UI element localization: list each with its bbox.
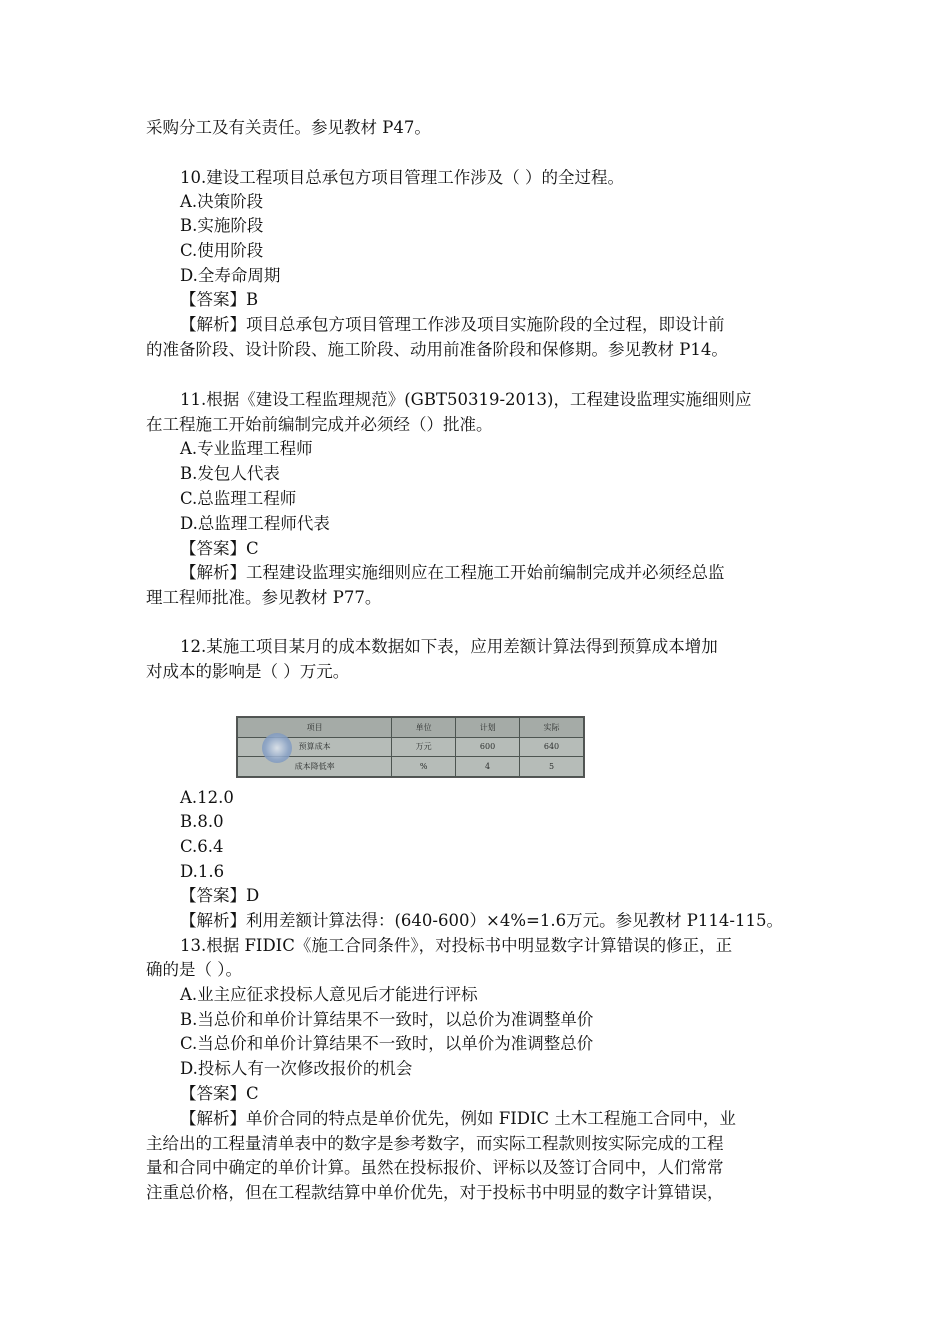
table-cell: % [392,757,456,777]
question-11-stem: 11.根据《建设工程监理规范》(GBT50319-2013)，工程建设监理实施细则应 [180,390,752,409]
watermark-logo-icon [262,733,292,763]
option-b: B.发包人代表 [180,464,280,483]
table-cell: 实际 [520,718,584,738]
option-c: C.使用阶段 [180,241,264,260]
table-cell: 项目 [238,718,392,738]
option-c: C.当总价和单价计算结果不一致时，以单价为准调整总价 [180,1034,594,1053]
answer-line: 【答案】D [180,886,260,905]
option-b: B.当总价和单价计算结果不一致时，以总价为准调整单价 [180,1010,594,1029]
table-cell: 640 [520,737,584,757]
question-11-stem-cont: 在工程施工开始前编制完成并必须经（）批准。 [146,415,493,434]
question-12-stem: 12.某施工项目某月的成本数据如下表，应用差额计算法得到预算成本增加 [180,637,718,656]
analysis-line: 【解析】利用差额计算法得：(640-600）×4%=1.6万元。参见教材 P114-115。 [180,911,783,930]
analysis-line: 注重总价格，但在工程款结算中单价优先，对于投标书中明显的数字计算错误， [146,1183,724,1202]
option-b: B.实施阶段 [180,216,264,235]
text-line: 采购分工及有关责任。参见教材 P47。 [146,118,431,137]
analysis-line: 量和合同中确定的单价计算。虽然在投标报价、评标以及签订合同中，人们常常 [146,1158,724,1177]
table-cell: 单位 [392,718,456,738]
analysis-line: 【解析】工程建设监理实施细则应在工程施工开始前编制完成并必须经总监 [180,563,725,582]
answer-line: 【答案】C [180,1084,259,1103]
option-c: C.6.4 [180,837,224,856]
table-cell: 600 [456,737,520,757]
table-cell: 4 [456,757,520,777]
analysis-line: 的准备阶段、设计阶段、施工阶段、动用前准备阶段和保修期。参见教材 P14。 [146,340,728,359]
table-cell: 成本降低率 [238,757,392,777]
analysis-line: 主给出的工程量清单表中的数字是参考数字，而实际工程款则按实际完成的工程 [146,1134,724,1153]
option-a: A.12.0 [180,788,234,807]
question-12-stem-cont: 对成本的影响是（ ）万元。 [146,662,350,681]
option-a: A.专业监理工程师 [180,439,313,458]
option-d: D.投标人有一次修改报价的机会 [180,1059,413,1078]
option-d: D.全寿命周期 [180,266,281,285]
question-13-stem-cont: 确的是（ ）。 [146,960,242,979]
question-10-stem: 10.建设工程项目总承包方项目管理工作涉及（ ）的全过程。 [180,168,624,187]
answer-line: 【答案】C [180,539,259,558]
table-cell: 计划 [456,718,520,738]
analysis-line: 理工程师批准。参见教材 P77。 [146,588,382,607]
table-cell: 5 [520,757,584,777]
table-cell: 预算成本 [238,737,392,757]
question-13-stem: 13.根据 FIDIC《施工合同条件》，对投标书中明显数字计算错误的修正，正 [180,936,733,955]
option-b: B.8.0 [180,812,224,831]
option-d: D.1.6 [180,862,225,881]
analysis-line: 【解析】单价合同的特点是单价优先，例如 FIDIC 土木工程施工合同中，业 [180,1109,736,1128]
answer-line: 【答案】B [180,290,259,309]
analysis-line: 【解析】项目总承包方项目管理工作涉及项目实施阶段的全过程，即设计前 [180,315,725,334]
table-cell: 万元 [392,737,456,757]
option-c: C.总监理工程师 [180,489,297,508]
option-a: A.决策阶段 [180,192,264,211]
option-d: D.总监理工程师代表 [180,514,330,533]
option-a: A.业主应征求投标人意见后才能进行评标 [180,985,478,1004]
